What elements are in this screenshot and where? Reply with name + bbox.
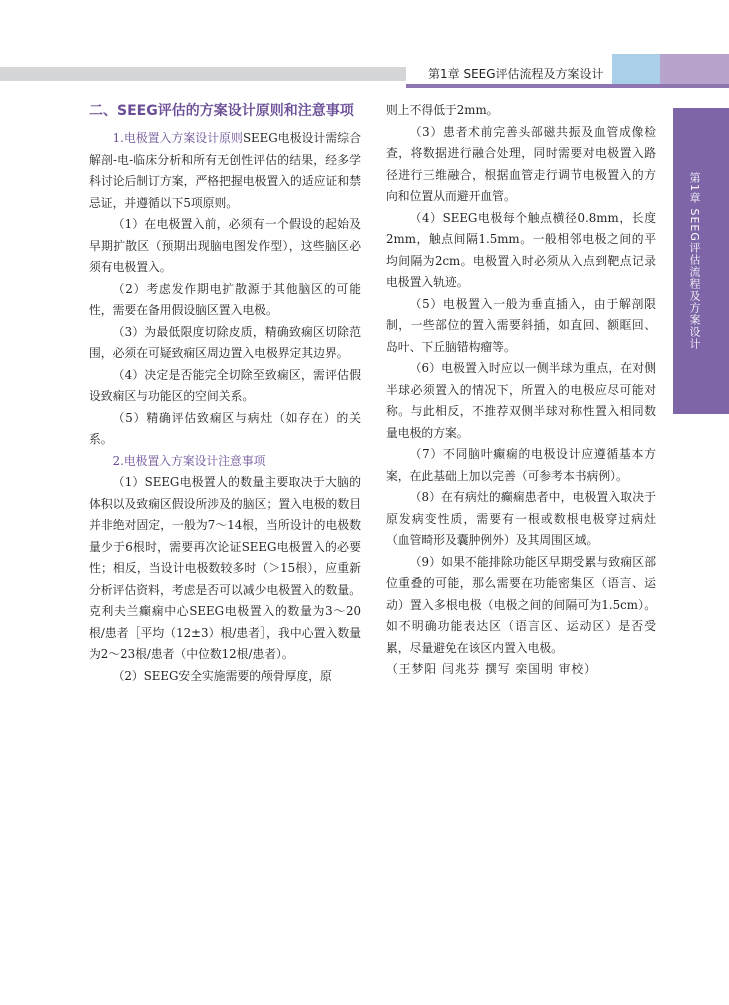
header-gray-band [0, 67, 406, 81]
sub1-item: （5）精确评估致痫区与病灶（如存在）的关系。 [89, 410, 361, 446]
sub2-title: 2.电极置入方案设计注意事项 [112, 453, 266, 468]
sub1-title: 1.电极置入方案设计原则 [112, 131, 243, 145]
sub2-item: （7）不同脑叶癫痫的电极设计应遵循基本方案，在此基础上加以完善（可参考本书病例）。 [386, 447, 656, 483]
sub2-item: （8）在有病灶的癫痫患者中，电极置入取决于原发病变性质，需要有一根或数根电极穿过病灶（血管畸形及囊肿例外）及其周围区域。 [386, 490, 656, 547]
running-header-title: 第1章 SEEG评估流程及方案设计 [428, 67, 604, 81]
sub1-intro: SEEG电极设计需综合解剖-电-临床分析和所有无创性评估的结果，经多学科讨论后制订方案，严格把握电极置入的适应证和禁忌证，并遵循以下5项原则。 [89, 131, 361, 210]
sub2-item-continued: 则上不得低于2mm。 [386, 103, 499, 117]
chapter-side-tab-label: 第1章 SEEG评估流程及方案设计 [688, 172, 701, 350]
sub1-item: （2）考虑发作期电扩散源于其他脑区的可能性，需要在备用假设脑区置入电极。 [89, 281, 361, 317]
sub2-item: （1）SEEG电极置人的数量主要取决于大脑的体积以及致痫区假设所涉及的脑区；置入电极的数目并非绝对固定，一般为7～14根，当所设计的电极数量少于6根时，需要再次论证SEEG电极置入的必要性；相反，当设计电极数较多时（＞15根），应重新分析评估资料，考虑是否可以减少电极置入的数量。克利夫兰癫痫中心SEEG电极置入的数量为3～20根/患者［平均（12±3）根/患者］，我中心置入数量为2～23根/患者（中位数12根/患者）。 [89, 475, 361, 661]
left-column [89, 100, 361, 687]
sub2-item: （9）如果不能排除功能区早期受累与致痫区部位重叠的可能，那么需要在功能密集区（语言、运动）置入多根电极（电极之间的间隔可为1.5cm）。如不明确功能表达区（语言区、运动区）是否受累，尽量避免在该区内置入电极。 [386, 554, 656, 655]
right-column [386, 100, 656, 681]
header-underline [406, 84, 729, 88]
sub2-item: （6）电极置入时应以一侧半球为重点，在对侧半球必须置入的情况下，所置入的电极应尽可能对称。与此相反，不推荐双侧半球对称性置入相同数量电极的方案。 [386, 361, 656, 440]
header-accent-block-purple [660, 54, 729, 84]
header-accent-block-blue [612, 54, 660, 84]
sub1-item: （1）在电极置入前，必须有一个假设的起始及早期扩散区（预期出现脑电图发作型），这些脑区必须有电极置入。 [89, 217, 361, 274]
author-signature: （王梦阳 闫兆芬 撰写 栾国明 审校） [386, 662, 597, 676]
sub1-intro-paragraph [89, 128, 361, 214]
sub1-item: （4）决定是否能完全切除至致痫区，需评估假设致痫区与功能区的空间关系。 [89, 367, 361, 403]
sub2-item: （4）SEEG电极每个触点横径0.8mm，长度2mm，触点间隔1.5mm。一般相邻电极之间的平均间隔为2cm。电极置入时必须从入点到靶点记录电极置入轨迹。 [386, 210, 656, 289]
sub2-item: （3）患者术前完善头部磁共振及血管成像检查，将数据进行融合处理，同时需要对电极置入路径进行三维融合，根据血管走行调节电极置入的方向和位置从而避开血管。 [386, 124, 656, 203]
sub2-item: （5）电极置入一般为垂直插入，由于解剖限制，一些部位的置入需要斜插，如直回、额眶回、岛叶、下丘脑错构瘤等。 [386, 296, 656, 354]
section-heading: 二、SEEG评估的方案设计原则和注意事项 [89, 103, 354, 119]
sub2-item: （2）SEEG安全实施需要的颅骨厚度，原 [112, 668, 332, 683]
sub1-item: （3）为最低限度切除皮质，精确致痫区切除范围，必须在可疑致痫区周边置入电极界定其边界。 [89, 324, 361, 360]
